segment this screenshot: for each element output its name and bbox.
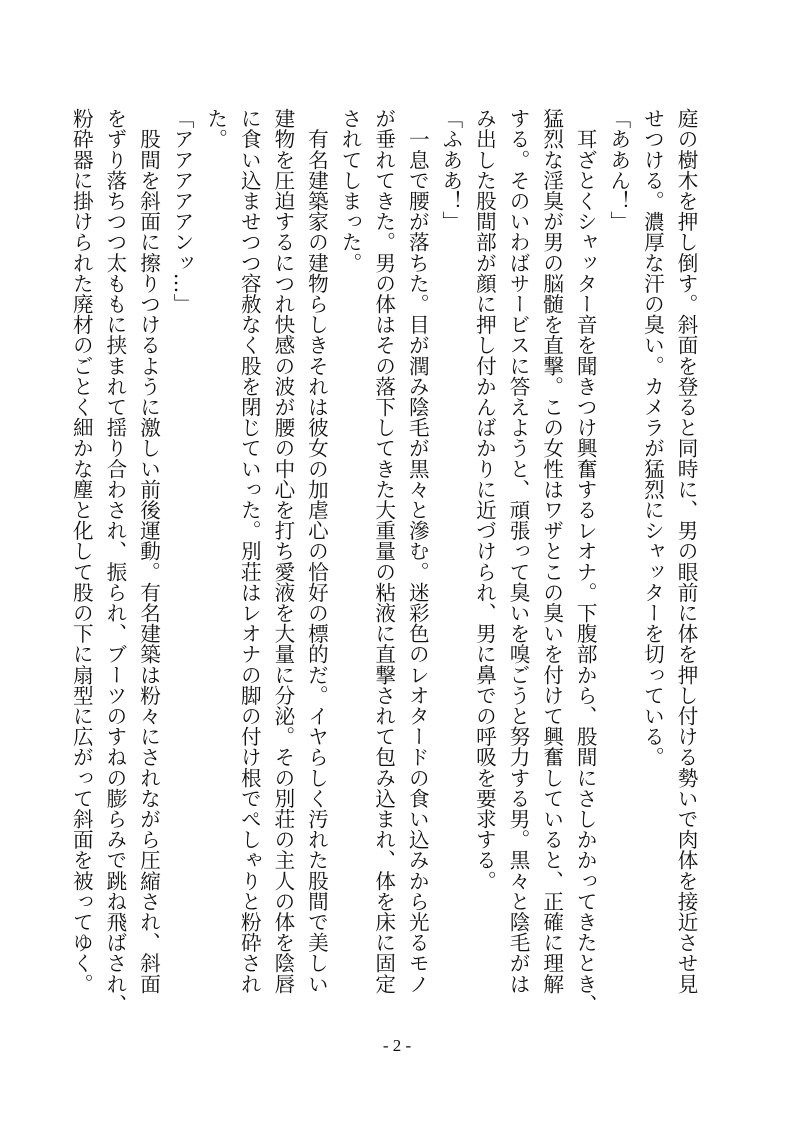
text-line: に食い込ませつつ容赦なく股を閉じていった。別荘はレオナの脚の付け根でぺしゃりと粉砕され: [237, 108, 262, 994]
text-line: せつける。濃厚な汗の臭い。カメラが猛烈にシャッターを切っている。: [640, 108, 665, 768]
text-line: されてしまった。: [338, 108, 363, 273]
text-line: 「ふああ！」: [438, 108, 463, 232]
text-line: 「ああん！」: [606, 108, 631, 232]
text-line: 建物を圧迫するにつれ快感の波が腰の中心を打ち愛液を大量に分泌。その別荘の主人の体を陰唇: [270, 108, 295, 994]
text-line: する。そのいわばサービスに答えようと、頑張って臭いを嗅ごうと努力する男。黒々と陰毛がは: [506, 108, 531, 994]
text-line: 一息で腰が落ちた。目が潤み陰毛が黒々と滲む。迷彩色のレオタードの食い込みから光るモノ: [405, 108, 430, 994]
text-line: 猛烈な淫臭が男の脳髄を直撃。この女性はワザとこの臭いを付けて興奮していると、正確に理解: [539, 108, 564, 994]
text-line: をずり落ちつつ太ももに挟まれて揺り合わされ、振られ、ブーツのすねの膨らみで跳ね飛ばされ、: [102, 108, 127, 1015]
text-line: 股間を斜面に擦りつけるように激しい前後運動。有名建築は粉々にされながら圧縮され、斜面: [136, 108, 161, 994]
text-line: 有名建築家の建物らしきそれは彼女の加虐心の恰好の標的だ。イヤらしく汚れた股間で美しい: [304, 108, 329, 994]
text-line: が垂れてきた。男の体はその落下してきた大重量の粘液に直撃されて包み込まれ、体を床に固定: [371, 108, 396, 994]
text-line: 庭の樹木を押し倒す。斜面を登ると同時に、男の眼前に体を押し付ける勢いで肉体を接近させ見: [674, 108, 698, 994]
text-line: 粉砕器に掛けられた廃材のごとく細かな塵と化して股の下に扇型に広がって斜面を被ってゆく。: [69, 108, 94, 994]
vertical-body-text: [69, 108, 702, 1015]
page-number: - 2 -: [382, 1036, 412, 1055]
text-line: た。: [203, 108, 228, 150]
text-line: 耳ざとくシャッター音を聞きつけ興奮するレオナ。下腹部から、股間にさしかかってきたとき、: [573, 108, 598, 1015]
text-line: 「アアアアアンッ…」: [170, 108, 195, 314]
text-line: み出した股間部が顔に押し付かんばかりに近づけられ、男に鼻での呼吸を要求する。: [472, 108, 497, 891]
